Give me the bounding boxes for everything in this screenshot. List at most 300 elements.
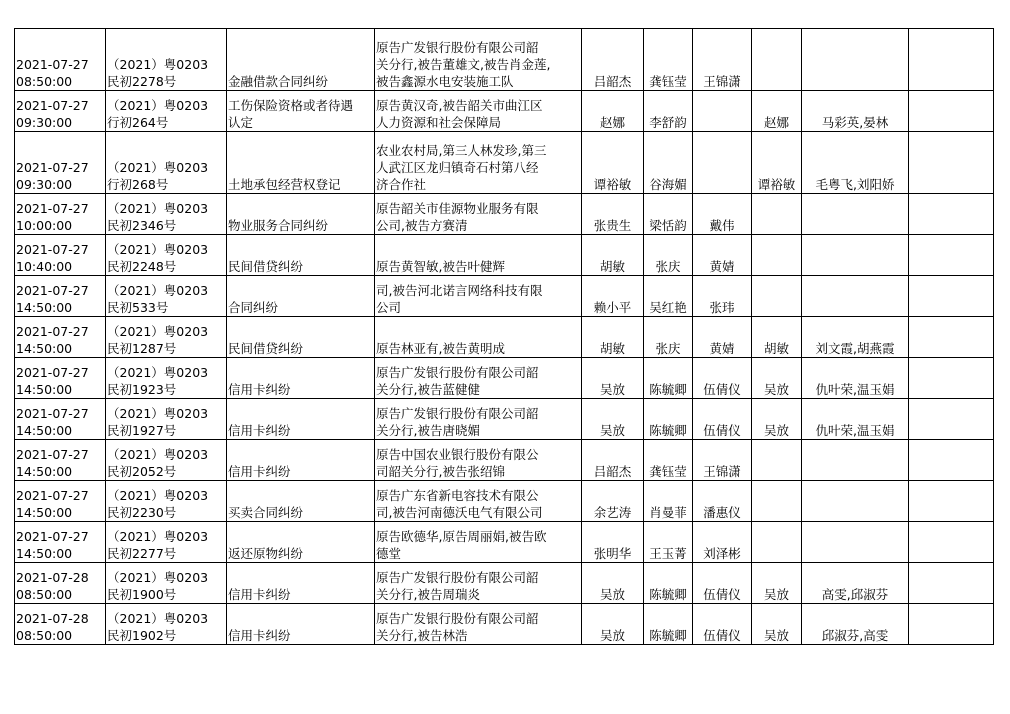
remarks-cell [909, 29, 994, 91]
case-number-line: （2021）粤0203 [107, 611, 209, 626]
hearing-time-line: 2021-07-27 [16, 242, 89, 257]
assistant-text: 伍倩仪 [703, 587, 741, 602]
judge-cell [582, 358, 644, 399]
hearing-time-cell [15, 194, 106, 235]
case-cause-line: 买卖合同纠纷 [228, 505, 304, 520]
parties-line: 关分行,被告周瑞炎 [376, 587, 480, 602]
panel-members-cell [802, 563, 909, 604]
hearing-time-line: 14:50:00 [16, 341, 73, 356]
clerk-text: 陈毓卿 [649, 423, 687, 438]
judge-cell [582, 29, 644, 91]
presiding-judge-cell [752, 399, 802, 440]
clerk-text: 龚钰莹 [649, 464, 687, 479]
clerk-text: 李舒韵 [649, 115, 687, 130]
judge-cell [582, 91, 644, 132]
hearing-time-line: 2021-07-27 [16, 406, 89, 421]
case-cause-line: 返还原物纠纷 [228, 546, 304, 561]
clerk-cell [644, 358, 693, 399]
hearing-time-cell [15, 358, 106, 399]
judge-text: 吴放 [599, 423, 625, 438]
case-cause-cell [227, 481, 375, 522]
clerk-cell [644, 481, 693, 522]
judge-text: 谭裕敏 [593, 177, 632, 192]
hearing-time-line: 2021-07-27 [16, 283, 89, 298]
case-number-line: 民初533号 [107, 300, 169, 315]
assistant-text: 伍倩仪 [703, 382, 741, 397]
judge-cell [582, 194, 644, 235]
panel-members-text: 刘文霞,胡燕霞 [815, 341, 895, 356]
presiding-judge-text: 吴放 [763, 382, 789, 397]
presiding-judge-text: 谭裕敏 [757, 177, 796, 192]
clerk-cell [644, 29, 693, 91]
case-cause-line: 工伤保险资格或者待遇 [228, 98, 354, 113]
parties-cell [375, 563, 582, 604]
case-number-line: （2021）粤0203 [107, 201, 209, 216]
hearing-time-line: 10:40:00 [16, 259, 73, 274]
case-number-line: （2021）粤0203 [107, 160, 209, 175]
panel-members-text: 邱淑芬,高雯 [821, 628, 889, 643]
hearing-time-line: 08:50:00 [16, 74, 73, 89]
case-number-line: 行初264号 [107, 115, 169, 130]
judge-cell [582, 481, 644, 522]
case-number-line: （2021）粤0203 [107, 98, 209, 113]
hearing-time-line: 14:50:00 [16, 505, 73, 520]
panel-members-cell [802, 194, 909, 235]
remarks-cell [909, 604, 994, 645]
hearing-time-line: 14:50:00 [16, 300, 73, 315]
hearing-time-line: 08:50:00 [16, 587, 73, 602]
assistant-cell [693, 481, 752, 522]
hearing-time-line: 09:30:00 [16, 115, 73, 130]
panel-members-cell [802, 604, 909, 645]
case-number-line: （2021）粤0203 [107, 57, 209, 72]
case-number-line: 民初1902号 [107, 628, 177, 643]
case-number-line: 民初1923号 [107, 382, 177, 397]
assistant-cell [693, 276, 752, 317]
judge-text: 余艺涛 [593, 505, 632, 520]
clerk-text: 谷海媚 [649, 177, 687, 192]
case-number-cell [106, 563, 227, 604]
table-row [15, 604, 994, 645]
parties-line: 原告林亚有,被告黄明成 [376, 341, 505, 356]
table-row [15, 481, 994, 522]
parties-line: 德堂 [376, 546, 402, 561]
parties-line: 原告广发银行股份有限公司韶 [376, 40, 539, 55]
case-number-line: 民初1900号 [107, 587, 177, 602]
case-cause-line: 信用卡纠纷 [228, 587, 291, 602]
assistant-cell [693, 399, 752, 440]
hearing-time-line: 2021-07-27 [16, 160, 89, 175]
panel-members-cell [802, 399, 909, 440]
assistant-cell [693, 194, 752, 235]
panel-members-cell [802, 481, 909, 522]
hearing-time-cell [15, 563, 106, 604]
case-number-line: （2021）粤0203 [107, 447, 209, 462]
assistant-cell [693, 317, 752, 358]
assistant-cell [693, 235, 752, 276]
case-cause-line: 物业服务合同纠纷 [228, 218, 329, 233]
parties-cell [375, 481, 582, 522]
clerk-cell [644, 563, 693, 604]
parties-cell [375, 358, 582, 399]
hearing-time-line: 2021-07-28 [16, 570, 89, 585]
case-cause-cell [227, 235, 375, 276]
parties-line: 原告黄汉奇,被告韶关市曲江区 [376, 98, 543, 113]
hearing-time-cell [15, 522, 106, 563]
clerk-text: 梁恬韵 [649, 218, 687, 233]
hearing-time-line: 14:50:00 [16, 382, 73, 397]
table-row [15, 132, 994, 194]
parties-line: 关分行,被告董雄文,被告肖金莲, [376, 57, 551, 72]
case-number-cell [106, 481, 227, 522]
presiding-judge-cell [752, 604, 802, 645]
case-number-cell [106, 276, 227, 317]
presiding-judge-cell [752, 440, 802, 481]
parties-line: 原告欧德华,原告周丽娟,被告欧 [376, 529, 547, 544]
presiding-judge-cell [752, 194, 802, 235]
remarks-cell [909, 194, 994, 235]
case-number-line: （2021）粤0203 [107, 365, 209, 380]
hearing-schedule-table [14, 28, 994, 645]
case-cause-line: 金融借款合同纠纷 [228, 74, 329, 89]
clerk-text: 陈毓卿 [649, 587, 687, 602]
assistant-text: 戴伟 [709, 218, 735, 233]
parties-line: 关分行,被告唐晓媚 [376, 423, 480, 438]
parties-cell [375, 399, 582, 440]
panel-members-text: 毛粤飞,刘阳娇 [815, 177, 895, 192]
presiding-judge-text: 吴放 [763, 423, 789, 438]
hearing-time-line: 14:50:00 [16, 423, 73, 438]
assistant-cell [693, 91, 752, 132]
parties-line: 公司 [376, 300, 402, 315]
parties-line: 被告鑫源水电安装施工队 [376, 74, 514, 89]
case-number-line: 民初2230号 [107, 505, 177, 520]
presiding-judge-cell [752, 29, 802, 91]
case-number-line: （2021）粤0203 [107, 488, 209, 503]
parties-cell [375, 29, 582, 91]
case-cause-cell [227, 563, 375, 604]
parties-cell [375, 194, 582, 235]
parties-line: 原告黄智敏,被告叶健辉 [376, 259, 505, 274]
parties-line: 原告广发银行股份有限公司韶 [376, 570, 539, 585]
remarks-cell [909, 440, 994, 481]
panel-members-cell [802, 317, 909, 358]
case-number-line: 民初1287号 [107, 341, 177, 356]
hearing-time-cell [15, 399, 106, 440]
table-row [15, 399, 994, 440]
case-number-line: 民初2277号 [107, 546, 177, 561]
case-number-line: 民初2052号 [107, 464, 177, 479]
judge-text: 胡敏 [599, 259, 625, 274]
judge-text: 张贵生 [593, 218, 632, 233]
case-number-line: （2021）粤0203 [107, 406, 209, 421]
parties-cell [375, 440, 582, 481]
presiding-judge-text: 赵娜 [763, 115, 789, 130]
case-number-line: 民初2278号 [107, 74, 177, 89]
case-number-cell [106, 604, 227, 645]
hearing-time-line: 2021-07-27 [16, 488, 89, 503]
judge-text: 赵娜 [599, 115, 625, 130]
clerk-cell [644, 440, 693, 481]
table-row [15, 194, 994, 235]
judge-cell [582, 604, 644, 645]
judge-text: 吴放 [599, 628, 625, 643]
parties-cell [375, 522, 582, 563]
case-number-line: 民初1927号 [107, 423, 177, 438]
judge-text: 吴放 [599, 382, 625, 397]
judge-cell [582, 317, 644, 358]
panel-members-text: 仇叶荣,温玉娟 [815, 382, 895, 397]
case-number-cell [106, 522, 227, 563]
hearing-time-line: 10:00:00 [16, 218, 73, 233]
case-number-line: 民初2346号 [107, 218, 177, 233]
assistant-cell [693, 604, 752, 645]
case-cause-cell [227, 399, 375, 440]
parties-line: 原告中国农业银行股份有限公 [376, 447, 539, 462]
parties-line: 司,被告河北诺言网络科技有限 [376, 283, 543, 298]
parties-line: 人武江区龙归镇奇石村第八经 [376, 160, 539, 175]
clerk-text: 王玉菁 [649, 546, 687, 561]
assistant-cell [693, 358, 752, 399]
clerk-text: 肖曼菲 [649, 505, 687, 520]
parties-line: 人力资源和社会保障局 [376, 115, 502, 130]
panel-members-text: 高雯,邱淑芬 [821, 587, 889, 602]
remarks-cell [909, 91, 994, 132]
clerk-text: 吴红艳 [649, 300, 687, 315]
table-row [15, 317, 994, 358]
case-cause-cell [227, 604, 375, 645]
table-row [15, 276, 994, 317]
panel-members-text: 仇叶荣,温玉娟 [815, 423, 895, 438]
judge-cell [582, 132, 644, 194]
assistant-text: 刘泽彬 [703, 546, 741, 561]
case-cause-cell [227, 317, 375, 358]
presiding-judge-cell [752, 317, 802, 358]
assistant-cell [693, 440, 752, 481]
presiding-judge-cell [752, 481, 802, 522]
judge-cell [582, 235, 644, 276]
parties-line: 司韶关分行,被告张绍锦 [376, 464, 505, 479]
panel-members-text: 马彩英,晏林 [821, 115, 889, 130]
clerk-cell [644, 399, 693, 440]
panel-members-cell [802, 91, 909, 132]
presiding-judge-text: 吴放 [763, 587, 789, 602]
hearing-time-line: 2021-07-27 [16, 529, 89, 544]
panel-members-cell [802, 440, 909, 481]
case-number-cell [106, 235, 227, 276]
hearing-time-cell [15, 481, 106, 522]
presiding-judge-cell [752, 276, 802, 317]
remarks-cell [909, 358, 994, 399]
remarks-cell [909, 522, 994, 563]
hearing-time-line: 2021-07-27 [16, 447, 89, 462]
case-cause-cell [227, 522, 375, 563]
hearing-time-line: 2021-07-27 [16, 365, 89, 380]
assistant-cell [693, 29, 752, 91]
panel-members-cell [802, 29, 909, 91]
parties-cell [375, 235, 582, 276]
parties-cell [375, 604, 582, 645]
case-number-line: （2021）粤0203 [107, 570, 209, 585]
remarks-cell [909, 317, 994, 358]
assistant-text: 黄婧 [709, 259, 735, 274]
table-row [15, 358, 994, 399]
clerk-cell [644, 604, 693, 645]
hearing-time-line: 2021-07-28 [16, 611, 89, 626]
judge-text: 吕韶杰 [593, 74, 632, 89]
assistant-text: 伍倩仪 [703, 423, 741, 438]
judge-text: 赖小平 [593, 300, 632, 315]
hearing-time-cell [15, 91, 106, 132]
judge-cell [582, 399, 644, 440]
remarks-cell [909, 399, 994, 440]
hearing-time-line: 2021-07-27 [16, 98, 89, 113]
assistant-text: 王锦潇 [703, 74, 741, 89]
hearing-time-cell [15, 317, 106, 358]
clerk-text: 陈毓卿 [649, 628, 687, 643]
panel-members-cell [802, 276, 909, 317]
assistant-cell [693, 563, 752, 604]
assistant-cell [693, 522, 752, 563]
case-number-cell [106, 194, 227, 235]
parties-cell [375, 132, 582, 194]
table-row [15, 235, 994, 276]
table-row [15, 91, 994, 132]
case-cause-cell [227, 29, 375, 91]
judge-text: 吕韶杰 [593, 464, 632, 479]
clerk-cell [644, 522, 693, 563]
clerk-text: 张庆 [655, 341, 681, 356]
case-cause-line: 土地承包经营权登记 [228, 177, 341, 192]
hearing-time-cell [15, 132, 106, 194]
hearing-time-line: 14:50:00 [16, 546, 73, 561]
case-number-line: （2021）粤0203 [107, 324, 209, 339]
clerk-cell [644, 317, 693, 358]
judge-text: 张明华 [593, 546, 632, 561]
hearing-time-cell [15, 440, 106, 481]
parties-line: 济合作社 [376, 177, 427, 192]
case-cause-line: 信用卡纠纷 [228, 628, 291, 643]
assistant-text: 王锦潇 [703, 464, 741, 479]
case-cause-cell [227, 440, 375, 481]
case-cause-line: 民间借贷纠纷 [228, 341, 304, 356]
hearing-time-line: 09:30:00 [16, 177, 73, 192]
presiding-judge-cell [752, 358, 802, 399]
table-row [15, 29, 994, 91]
remarks-cell [909, 276, 994, 317]
hearing-time-cell [15, 29, 106, 91]
table-row [15, 440, 994, 481]
clerk-cell [644, 194, 693, 235]
parties-line: 关分行,被告蓝健健 [376, 382, 480, 397]
case-cause-cell [227, 194, 375, 235]
case-number-line: （2021）粤0203 [107, 529, 209, 544]
hearing-time-line: 2021-07-27 [16, 57, 89, 72]
case-cause-cell [227, 91, 375, 132]
assistant-text: 潘惠仪 [703, 505, 741, 520]
panel-members-cell [802, 132, 909, 194]
judge-text: 胡敏 [599, 341, 625, 356]
remarks-cell [909, 563, 994, 604]
clerk-cell [644, 91, 693, 132]
clerk-cell [644, 276, 693, 317]
case-number-cell [106, 91, 227, 132]
panel-members-cell [802, 522, 909, 563]
clerk-text: 陈毓卿 [649, 382, 687, 397]
parties-line: 原告广东省新电容技术有限公 [376, 488, 539, 503]
case-number-cell [106, 440, 227, 481]
table-body [15, 29, 994, 645]
panel-members-cell [802, 358, 909, 399]
case-cause-line: 合同纠纷 [228, 300, 279, 315]
case-cause-cell [227, 132, 375, 194]
judge-cell [582, 440, 644, 481]
case-cause-cell [227, 276, 375, 317]
case-number-line: （2021）粤0203 [107, 283, 209, 298]
case-cause-line: 信用卡纠纷 [228, 423, 291, 438]
case-cause-line: 信用卡纠纷 [228, 382, 291, 397]
table-row [15, 563, 994, 604]
remarks-cell [909, 132, 994, 194]
parties-line: 公司,被告方赛清 [376, 218, 468, 233]
clerk-text: 张庆 [655, 259, 681, 274]
panel-members-cell [802, 235, 909, 276]
assistant-text: 张玮 [709, 300, 735, 315]
judge-cell [582, 563, 644, 604]
presiding-judge-cell [752, 563, 802, 604]
hearing-time-cell [15, 604, 106, 645]
parties-cell [375, 276, 582, 317]
case-number-line: 行初268号 [107, 177, 169, 192]
presiding-judge-text: 胡敏 [763, 341, 789, 356]
parties-line: 司,被告河南德沃电气有限公司 [376, 505, 543, 520]
parties-line: 农业农村局,第三人林发珍,第三 [376, 143, 547, 158]
case-number-cell [106, 132, 227, 194]
case-cause-cell [227, 358, 375, 399]
clerk-cell [644, 235, 693, 276]
hearing-time-line: 14:50:00 [16, 464, 73, 479]
hearing-time-cell [15, 235, 106, 276]
case-cause-line: 民间借贷纠纷 [228, 259, 304, 274]
case-number-cell [106, 399, 227, 440]
case-number-cell [106, 358, 227, 399]
remarks-cell [909, 481, 994, 522]
hearing-time-line: 2021-07-27 [16, 324, 89, 339]
parties-line: 关分行,被告林浩 [376, 628, 468, 643]
presiding-judge-text: 吴放 [763, 628, 789, 643]
clerk-cell [644, 132, 693, 194]
case-cause-line: 信用卡纠纷 [228, 464, 291, 479]
case-number-cell [106, 317, 227, 358]
case-number-cell [106, 29, 227, 91]
case-number-line: 民初2248号 [107, 259, 177, 274]
judge-cell [582, 276, 644, 317]
presiding-judge-cell [752, 235, 802, 276]
table-row [15, 522, 994, 563]
assistant-cell [693, 132, 752, 194]
case-cause-line: 认定 [228, 115, 254, 130]
assistant-text: 伍倩仪 [703, 628, 741, 643]
clerk-text: 龚钰莹 [649, 74, 687, 89]
hearing-time-line: 08:50:00 [16, 628, 73, 643]
parties-line: 原告广发银行股份有限公司韶 [376, 365, 539, 380]
presiding-judge-cell [752, 522, 802, 563]
remarks-cell [909, 235, 994, 276]
assistant-text: 黄婧 [709, 341, 735, 356]
hearing-time-line: 2021-07-27 [16, 201, 89, 216]
parties-line: 原告广发银行股份有限公司韶 [376, 611, 539, 626]
parties-cell [375, 317, 582, 358]
